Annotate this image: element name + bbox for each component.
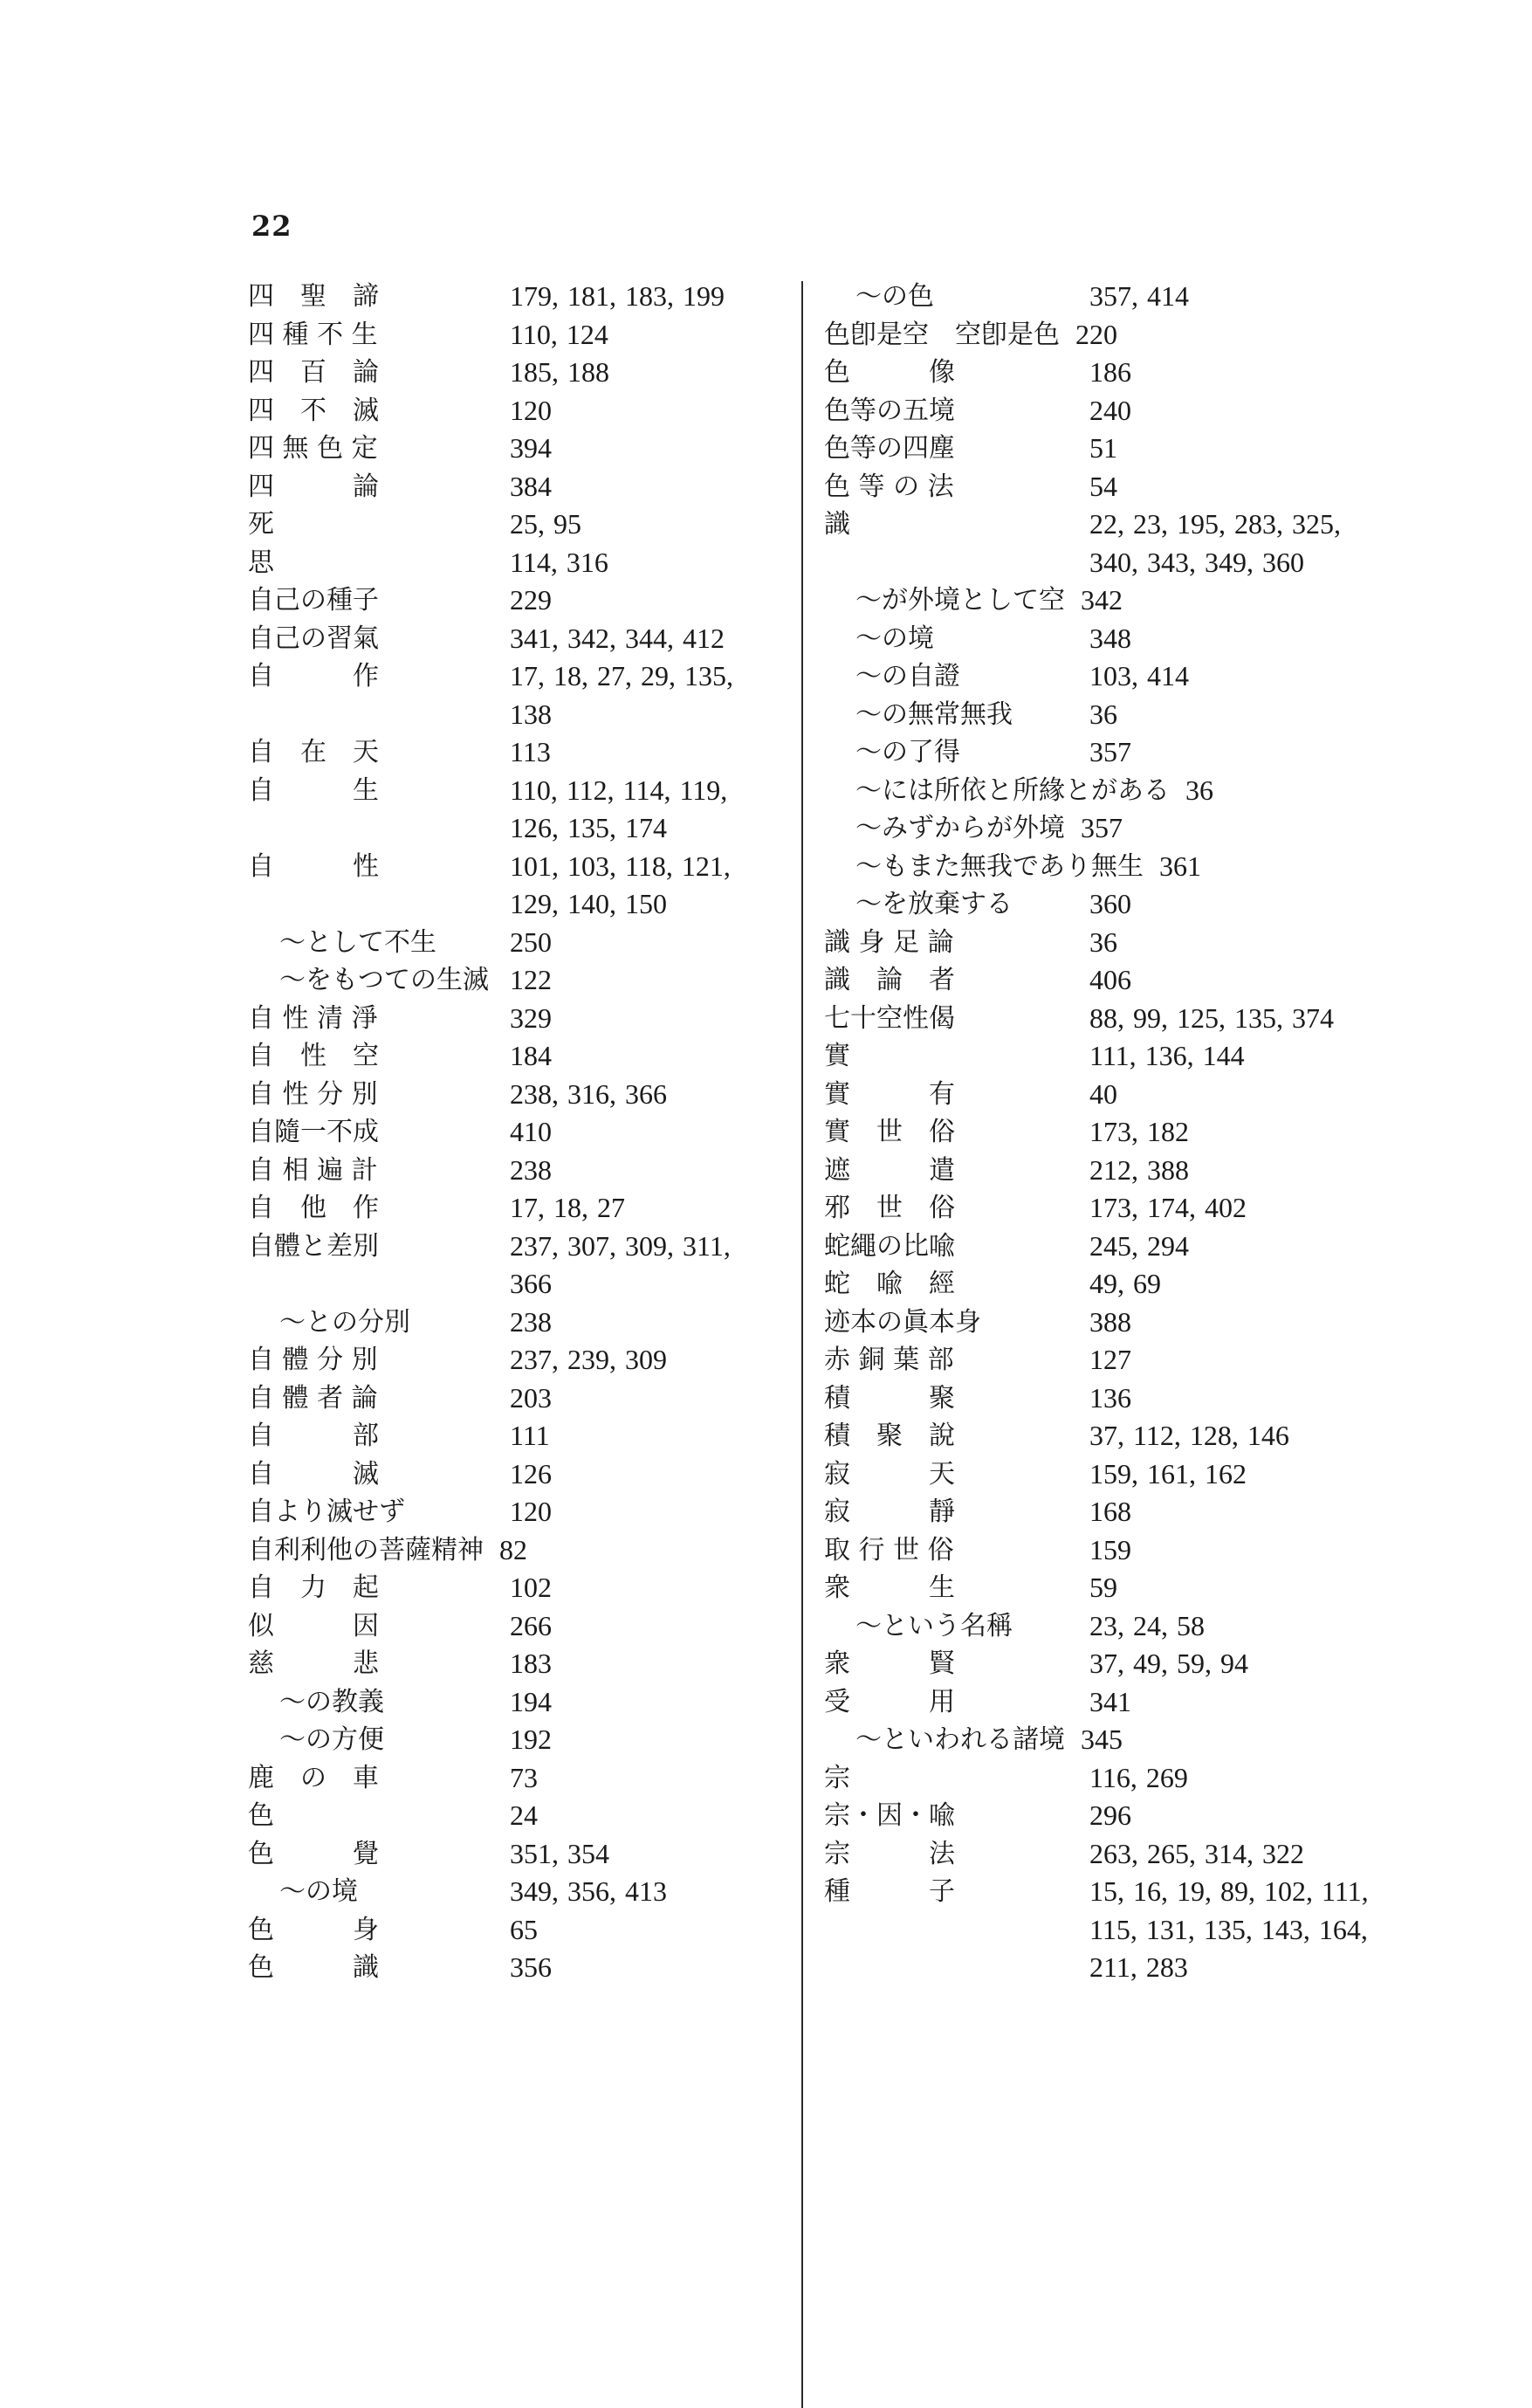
index-term: 七十空性偈: [824, 1002, 955, 1034]
index-page-refs: 173, 182: [1089, 1116, 1189, 1147]
index-term: 色 等 の 法: [824, 471, 954, 502]
index-page-refs: 245, 294: [1089, 1229, 1189, 1262]
index-entry: [248, 848, 789, 924]
column-divider: [801, 281, 803, 2408]
index-term: ～といわれる諸境: [855, 1724, 1065, 1755]
index-entry: [824, 696, 1374, 734]
index-page-refs: 22, 23, 195, 283, 325, 340, 343, 349, 360: [1089, 508, 1341, 578]
index-entry: [248, 1835, 789, 1874]
page-number: 22: [251, 210, 292, 243]
index-entry: [248, 1911, 789, 1950]
index-entry: [824, 1645, 1374, 1683]
index-page-refs: 360: [1089, 888, 1131, 919]
index-entry: [824, 657, 1374, 696]
index-entry: [824, 1683, 1374, 1722]
index-entry: [248, 1037, 789, 1076]
index-page-refs: 266: [510, 1609, 552, 1641]
index-page-refs: 82: [499, 1533, 527, 1565]
index-term: 色等の四塵: [824, 433, 955, 464]
index-page-refs: 17, 18, 27, 29, 135, 138: [510, 660, 733, 730]
index-entry: [248, 1000, 789, 1038]
index-page-refs: 186: [1089, 356, 1131, 388]
index-page-refs: 17, 18, 27: [510, 1192, 625, 1223]
index-entry: [248, 961, 789, 1000]
index-term: 實 有: [824, 1078, 955, 1110]
index-entry: [824, 1531, 1374, 1570]
index-page-refs: 59: [1089, 1572, 1117, 1603]
index-term: 自利利他の菩薩精神: [248, 1534, 484, 1565]
index-page-refs: 23, 24, 58: [1089, 1609, 1205, 1641]
index-page-refs: 349, 356, 413: [510, 1875, 667, 1907]
index-entry: [824, 961, 1374, 1000]
index-page-refs: 110, 124: [510, 318, 608, 350]
index-entry: [248, 1417, 789, 1455]
index-term: ～の色: [855, 281, 934, 312]
index-page-refs: 114, 316: [510, 546, 608, 578]
index-entry: [824, 1152, 1374, 1190]
index-term: 慈 悲: [248, 1648, 379, 1679]
index-entry: [248, 1949, 789, 1987]
index-term: 四 無 色 定: [248, 433, 378, 464]
index-term: 蛇繩の比喩: [824, 1230, 955, 1262]
index-page-refs: 351, 354: [510, 1837, 609, 1869]
index-page-refs: 203: [510, 1381, 552, 1414]
index-page-refs: 184: [510, 1040, 552, 1071]
index-term: ～の無常無我: [855, 698, 1013, 730]
index-entry: [824, 1265, 1374, 1304]
index-term: 衆 生: [824, 1572, 955, 1603]
index-page-refs: 345: [1081, 1723, 1123, 1755]
index-page-refs: 361: [1159, 850, 1201, 882]
index-entry: [248, 468, 789, 506]
index-term: 識 身 足 論: [824, 926, 954, 958]
index-term: ～との分別: [279, 1306, 410, 1338]
index-entry: [248, 506, 789, 544]
index-term: 四 不 滅: [248, 395, 379, 426]
index-page-refs: 238: [510, 1153, 552, 1186]
index-entry: [248, 733, 789, 772]
index-page-refs: 238, 316, 366: [510, 1077, 667, 1110]
index-entry: [248, 1531, 789, 1570]
index-term: 自より滅せず: [248, 1496, 405, 1527]
index-term: 識 論 者: [824, 965, 955, 995]
index-term: 自體と差別: [248, 1230, 379, 1262]
index-entry: [824, 581, 1374, 620]
index-page-refs: 329: [510, 1001, 552, 1034]
index-entry: [824, 1797, 1374, 1835]
index-entry: [248, 1683, 789, 1722]
index-term: ～が外境として空: [855, 585, 1065, 616]
index-term: 色卽是空 空卽是色: [824, 319, 1060, 350]
index-entry: [248, 1113, 789, 1152]
index-entry: [248, 1455, 789, 1494]
index-page-refs: 237, 307, 309, 311, 366: [510, 1229, 731, 1299]
index-entry: [824, 1455, 1374, 1494]
index-term: 色 覺: [248, 1838, 379, 1869]
index-entry: [824, 1417, 1374, 1455]
index-entry: [824, 1304, 1374, 1342]
index-page-refs: 127: [1089, 1344, 1131, 1375]
index-entry: [248, 392, 789, 430]
index-entry: [248, 1569, 789, 1607]
index-page-refs: 136: [1089, 1381, 1131, 1414]
index-page-refs: 348: [1089, 622, 1131, 654]
index-entry: [824, 733, 1374, 772]
index-term: 色 識: [248, 1952, 379, 1983]
index-page-refs: 120: [510, 394, 552, 426]
index-term: 自 相 遍 計: [248, 1154, 378, 1186]
index-term: 寂 靜: [824, 1496, 955, 1527]
index-page-refs: 342: [1081, 584, 1123, 616]
index-entry: [824, 848, 1374, 886]
index-entry: [248, 924, 789, 962]
index-page-refs: 263, 265, 314, 322: [1089, 1837, 1304, 1869]
index-page-refs: 410: [510, 1116, 552, 1147]
index-page-refs: 173, 174, 402: [1089, 1192, 1247, 1223]
index-entry: [824, 1721, 1374, 1759]
index-term: ～の境: [279, 1876, 358, 1907]
index-page-refs: 15, 16, 19, 89, 102, 111, 115, 131, 135, 143, 164, 211, 283: [1089, 1875, 1369, 1983]
index-entry: [824, 506, 1374, 581]
index-term: 自 滅: [248, 1458, 379, 1490]
index-entry: [248, 1493, 789, 1531]
index-term: 自 作: [248, 661, 379, 691]
index-column-right: [824, 278, 1374, 1987]
index-page-refs: 212, 388: [1089, 1153, 1189, 1186]
index-term: 四 論: [248, 471, 379, 502]
index-entry: [824, 1113, 1374, 1152]
index-page-refs: 168: [1089, 1496, 1131, 1527]
index-entry: [248, 354, 789, 392]
index-entry: [248, 1304, 789, 1342]
index-entry: [824, 924, 1374, 962]
index-term: 色: [248, 1800, 274, 1831]
index-page-refs: 159, 161, 162: [1089, 1457, 1247, 1490]
index-term: 宗: [824, 1762, 850, 1793]
index-entry: [248, 1152, 789, 1190]
index-entry: [824, 1873, 1374, 1987]
index-page-refs: 341, 342, 344, 412: [510, 622, 725, 654]
index-entry: [248, 544, 789, 582]
index-term: 赤 銅 葉 部: [824, 1345, 954, 1375]
index-entry: [248, 316, 789, 354]
index-term: 似 因: [248, 1610, 379, 1641]
index-term: 自 性: [248, 850, 379, 882]
index-page-refs: 250: [510, 925, 552, 958]
index-page-refs: 25, 95: [510, 508, 581, 540]
index-page-refs: 183: [510, 1648, 552, 1679]
index-entry: [824, 885, 1374, 924]
index-term: 宗・因・喩: [824, 1800, 955, 1831]
index-entry: [824, 1341, 1374, 1379]
index-page-refs: 65: [510, 1913, 538, 1945]
index-entry: [824, 1569, 1374, 1607]
index-entry: [824, 1076, 1374, 1114]
index-entry: [824, 809, 1374, 848]
index-page-refs: 185, 188: [510, 356, 609, 388]
index-term: 寂 天: [824, 1458, 955, 1490]
index-term: 實: [824, 1041, 850, 1071]
index-term: 思: [248, 547, 274, 578]
index-entry: [248, 1341, 789, 1379]
index-page-refs: 88, 99, 125, 135, 374: [1089, 1001, 1334, 1034]
index-term: 積 聚: [824, 1382, 955, 1414]
index-page-refs: 229: [510, 584, 552, 616]
index-term: 死: [248, 509, 274, 540]
index-term: ～をもつての生滅: [279, 965, 489, 995]
index-page-refs: 194: [510, 1685, 552, 1717]
index-page-refs: 240: [1089, 394, 1131, 426]
index-page-refs: 37, 49, 59, 94: [1089, 1648, 1248, 1679]
index-entry: [824, 316, 1374, 354]
index-term: 自隨一不成: [248, 1117, 379, 1147]
index-term: 自 他 作: [248, 1193, 379, 1223]
index-page-refs: 220: [1075, 318, 1117, 350]
index-term: ～の方便: [279, 1724, 384, 1755]
index-page-refs: 357: [1081, 812, 1123, 843]
index-term: 取 行 世 俗: [824, 1534, 954, 1565]
index-page-refs: 357: [1089, 736, 1131, 767]
index-term: 鹿 の 車: [248, 1762, 379, 1793]
index-entry: [824, 772, 1374, 810]
index-page-refs: 111: [510, 1420, 550, 1451]
index-term: 色 身: [248, 1914, 379, 1945]
index-page-refs: 36: [1089, 698, 1117, 730]
index-entry: [248, 1645, 789, 1683]
index-entry: [248, 1228, 789, 1304]
index-term: ～の境: [855, 623, 934, 654]
index-entry: [248, 278, 789, 316]
index-entry: [824, 354, 1374, 392]
index-column-left: [248, 278, 789, 1987]
index-term: 積 聚 說: [824, 1421, 955, 1451]
index-term: ～という名稱: [855, 1610, 1013, 1641]
index-page-refs: 179, 181, 183, 199: [510, 280, 725, 312]
index-term: ～には所依と所緣とがある: [855, 774, 1170, 806]
index-page-refs: 120: [510, 1496, 552, 1527]
index-entry: [248, 1189, 789, 1228]
index-entry: [248, 1721, 789, 1759]
index-page-refs: 49, 69: [1089, 1268, 1161, 1299]
index-entry: [824, 1379, 1374, 1418]
index-term: 蛇 喩 經: [824, 1269, 955, 1299]
index-term: 色等の五境: [824, 395, 955, 426]
index-page-refs: 406: [1089, 964, 1131, 995]
index-term: 受 用: [824, 1686, 955, 1717]
index-term: 四 百 論: [248, 357, 379, 388]
index-term: 自 部: [248, 1421, 379, 1451]
index-entry: [824, 468, 1374, 506]
index-term: 自 在 天: [248, 737, 379, 767]
index-page-refs: 159: [1089, 1533, 1131, 1565]
index-entry: [824, 1037, 1374, 1076]
index-page-refs: 54: [1089, 470, 1117, 502]
index-term: 自己の種子: [248, 585, 379, 616]
index-term: 遮 遣: [824, 1154, 955, 1186]
index-term: 自 生: [248, 774, 379, 806]
index-term: 自 性 分 別: [248, 1078, 378, 1110]
index-term: ～の自證: [855, 661, 960, 691]
index-page-refs: 237, 239, 309: [510, 1344, 667, 1375]
index-page-refs: 73: [510, 1761, 538, 1793]
index-page-refs: 37, 112, 128, 146: [1089, 1420, 1289, 1451]
index-term: 四 種 不 生: [248, 319, 378, 350]
index-page-refs: 388: [1089, 1305, 1131, 1338]
index-page-refs: 394: [510, 432, 552, 464]
index-entry: [824, 1228, 1374, 1266]
index-page-refs: 110, 112, 114, 119, 126, 135, 174: [510, 774, 728, 843]
index-entry: [248, 1873, 789, 1911]
index-page-refs: 36: [1089, 925, 1117, 958]
index-page-refs: 24: [510, 1799, 538, 1831]
index-term: 種 子: [824, 1876, 955, 1907]
index-term: ～の教義: [279, 1686, 384, 1717]
index-term: ～の了得: [855, 737, 960, 767]
index-page-refs: 356: [510, 1951, 552, 1983]
index-page-refs: 296: [1089, 1799, 1131, 1831]
index-page-refs: 357, 414: [1089, 280, 1189, 312]
index-entry: [824, 1493, 1374, 1531]
index-term: ～もまた無我であり無生: [855, 850, 1144, 882]
index-page-refs: 384: [510, 470, 552, 502]
index-entry: [824, 392, 1374, 430]
index-entry: [824, 1000, 1374, 1038]
index-term: 邪 世 俗: [824, 1193, 955, 1223]
index-entry: [248, 1607, 789, 1646]
index-page-refs: 192: [510, 1723, 552, 1755]
index-term: 自 體 者 論: [248, 1382, 378, 1414]
index-term: 色 像: [824, 357, 955, 388]
index-term: 實 世 俗: [824, 1117, 955, 1147]
index-page-refs: 238: [510, 1305, 552, 1338]
index-term: 自 性 清 淨: [248, 1002, 378, 1034]
index-entry: [248, 581, 789, 620]
index-page-refs: 111, 136, 144: [1089, 1040, 1245, 1071]
index-entry: [248, 1076, 789, 1114]
index-term: ～として不生: [279, 926, 436, 958]
index-term: 自 性 空: [248, 1041, 379, 1071]
index-entry: [248, 657, 789, 733]
index-term: 宗 法: [824, 1838, 955, 1869]
index-entry: [248, 620, 789, 658]
index-term: ～を放棄する: [855, 889, 1013, 919]
index-entry: [248, 1759, 789, 1798]
index-page-refs: 113: [510, 736, 551, 767]
index-page-refs: 40: [1089, 1077, 1117, 1110]
index-term: 識: [824, 509, 850, 540]
index-page-refs: 116, 269: [1089, 1761, 1188, 1793]
index-page-refs: 341: [1089, 1685, 1131, 1717]
index-term: 迹本の眞本身: [824, 1306, 981, 1338]
index-entry: [248, 1379, 789, 1418]
index-page-refs: 126: [510, 1457, 552, 1490]
index-entry: [824, 1189, 1374, 1228]
index-entry: [824, 1607, 1374, 1646]
index-page-refs: 36: [1185, 774, 1213, 806]
index-term: ～みずからが外境: [855, 813, 1065, 843]
index-entry: [824, 1835, 1374, 1874]
index-page-refs: 102: [510, 1572, 552, 1603]
index-entry: [248, 772, 789, 848]
index-entry: [248, 430, 789, 468]
index-page-refs: 101, 103, 118, 121, 129, 140, 150: [510, 850, 731, 919]
index-page-refs: 122: [510, 964, 552, 995]
index-term: 自 力 起: [248, 1572, 379, 1603]
index-page-refs: 51: [1089, 432, 1117, 464]
index-term: 衆 賢: [824, 1648, 955, 1679]
index-entry: [248, 1797, 789, 1835]
index-entry: [824, 278, 1374, 316]
index-term: 自 體 分 別: [248, 1345, 378, 1375]
index-entry: [824, 430, 1374, 468]
index-term: 四 聖 諦: [248, 281, 379, 312]
index-page-refs: 103, 414: [1089, 660, 1189, 691]
index-term: 自己の習氣: [248, 623, 379, 654]
index-entry: [824, 1759, 1374, 1798]
index-entry: [824, 620, 1374, 658]
